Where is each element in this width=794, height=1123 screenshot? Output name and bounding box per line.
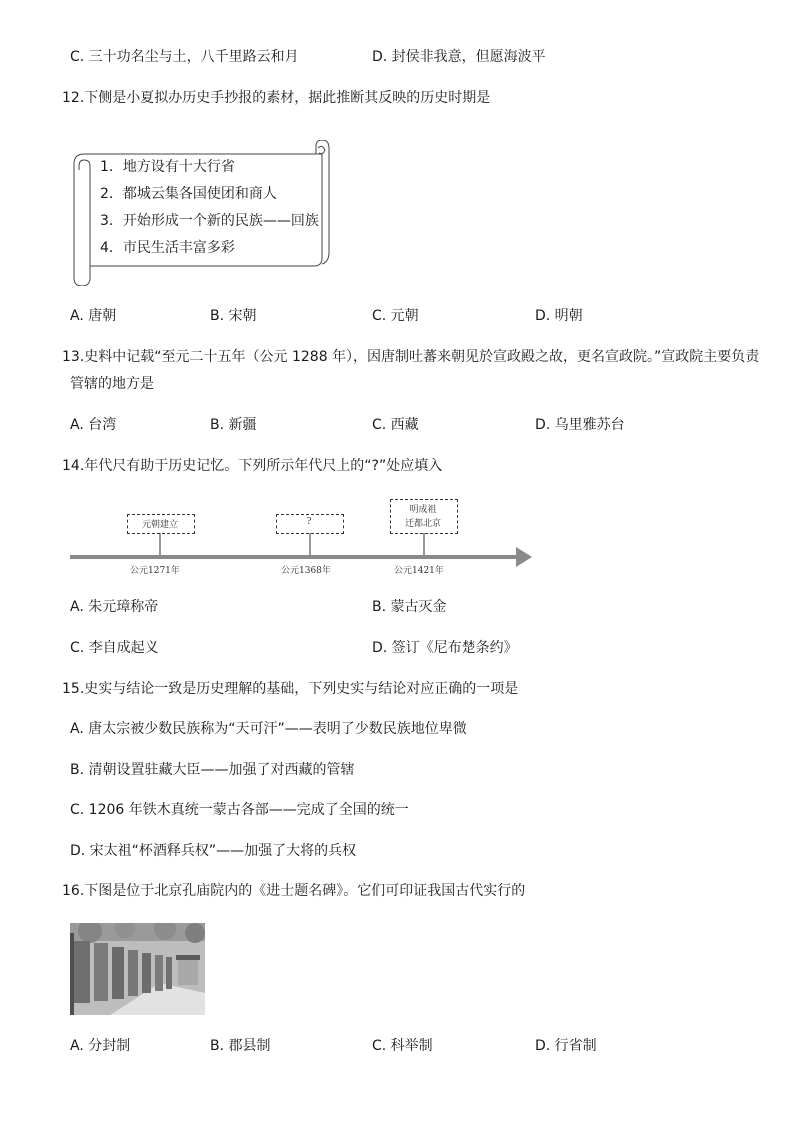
scroll-item-2: 2．都城云集各国使团和商人 <box>100 186 277 202</box>
q13-option-a: A. 台湾 <box>70 417 117 433</box>
timeline-year-3: 公元1421年 <box>394 566 444 576</box>
q15-option-a: A. 唐太宗被少数民族称为“天可汗”——表明了少数民族地位卑微 <box>70 721 467 737</box>
timeline-event-1: 元朝建立 <box>141 520 178 530</box>
q16-option-b: B. 郡县制 <box>210 1038 271 1054</box>
q16-option-d: D. 行省制 <box>535 1038 597 1054</box>
timeline-event-3b: 迁都北京 <box>404 519 441 529</box>
stele-photo <box>70 923 205 1015</box>
q13-option-c: C. 西藏 <box>372 417 419 433</box>
q13-stem-line1: 13.史料中记载“至元二十五年（公元 1288 年），因唐制吐蕃来朝见於宣政殿之故，更名宣政院。”宣政院主要负责 <box>62 349 760 365</box>
timeline-event-3a: 明成祖 <box>409 505 437 515</box>
stele-photo-drawing <box>70 923 205 1015</box>
q12-stem: 12.下侧是小夏拟办历史手抄报的素材，据此推断其反映的历史时期是 <box>62 90 491 106</box>
q14-stem: 14.年代尺有助于历史记忆。下列所示年代尺上的“?”处应填入 <box>62 458 443 474</box>
q11-option-d: D. 封侯非我意，但愿海波平 <box>372 49 546 65</box>
q13-option-d: D. 乌里雅苏台 <box>535 417 625 433</box>
scroll-item-3: 3．开始形成一个新的民族——回族 <box>100 213 319 229</box>
timeline-year-2: 公元1368年 <box>281 566 331 576</box>
q13-option-b: B. 新疆 <box>210 417 257 433</box>
q12-option-a: A. 唐朝 <box>70 308 117 324</box>
q15-option-b: B. 清朝设置驻藏大臣——加强了对西藏的管辖 <box>70 762 355 778</box>
timeline-year-1: 公元1271年 <box>130 566 180 576</box>
q15-option-c: C. 1206 年铁木真统一蒙古各部——完成了全国的统一 <box>70 802 409 818</box>
q12-option-d: D. 明朝 <box>535 308 583 324</box>
q15-stem: 15.史实与结论一致是历史理解的基础，下列史实与结论对应正确的一项是 <box>62 681 519 697</box>
q16-option-c: C. 科举制 <box>372 1038 433 1054</box>
q15-option-d: D. 宋太祖“杯酒释兵权”——加强了大将的兵权 <box>70 843 357 859</box>
q16-option-a: A. 分封制 <box>70 1038 131 1054</box>
q16-stem: 16.下图是位于北京孔庙院内的《进士题名碑》。它们可印证我国古代实行的 <box>62 883 526 899</box>
q14-option-b: B. 蒙古灭金 <box>372 599 447 615</box>
timeline-event-2: ? <box>306 517 312 527</box>
scroll-item-4: 4．市民生活丰富多彩 <box>100 240 235 256</box>
q14-option-c: C. 李自成起义 <box>70 640 159 656</box>
q12-option-b: B. 宋朝 <box>210 308 257 324</box>
q12-option-c: C. 元朝 <box>372 308 419 324</box>
q11-option-c: C. 三十功名尘与土，八千里路云和月 <box>70 49 299 65</box>
q14-option-a: A. 朱元璋称帝 <box>70 599 159 615</box>
q13-stem-line2: 管辖的地方是 <box>70 376 154 392</box>
scroll-item-1: 1．地方设有十大行省 <box>100 159 235 175</box>
q14-option-d: D. 签订《尼布楚条约》 <box>372 640 518 656</box>
